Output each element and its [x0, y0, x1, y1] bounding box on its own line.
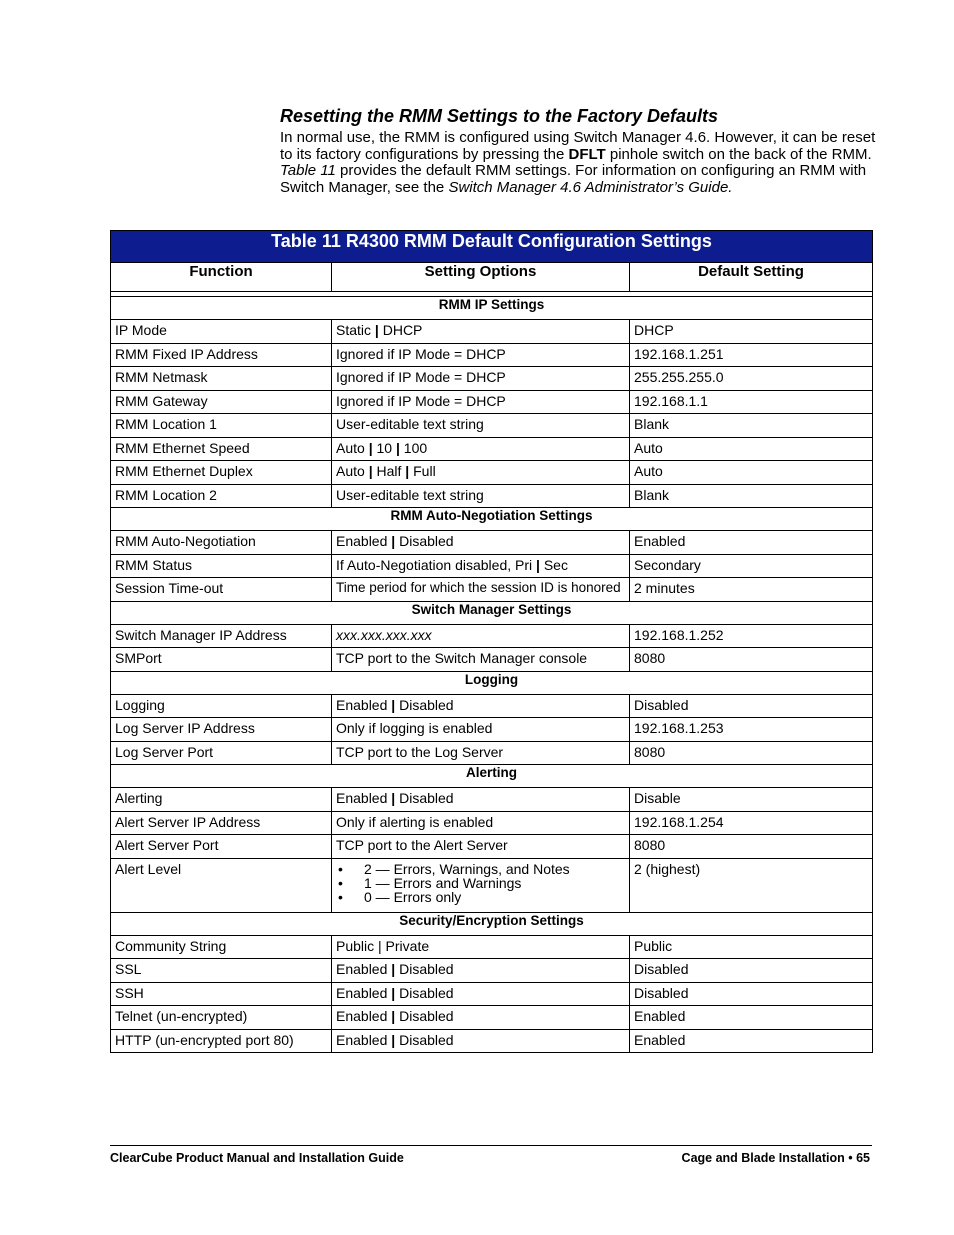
function-cell: RMM Gateway	[111, 390, 332, 414]
section-heading: Resetting the RMM Settings to the Factory Defaults	[280, 106, 719, 126]
table-row	[111, 414, 873, 438]
dflt-switch-label: DFLT	[568, 145, 606, 163]
default-setting-cell: Disabled	[630, 694, 873, 718]
setting-options-cell	[332, 414, 630, 438]
default-setting-cell: 192.168.1.1	[630, 390, 873, 414]
option-value: Static	[336, 322, 372, 338]
table-row	[111, 624, 873, 648]
default-setting-cell: Auto	[630, 461, 873, 485]
table-row	[111, 437, 873, 461]
function-cell: SSL	[111, 959, 332, 983]
option-value: Disabled	[399, 1031, 454, 1048]
section-title: Alerting	[111, 765, 873, 788]
function-cell: RMM Netmask	[111, 367, 332, 391]
table-row	[111, 718, 873, 742]
guide-reference: Switch Manager 4.6 Administrator’s Guide.	[448, 179, 733, 197]
option-value: Enabled	[336, 961, 388, 977]
table-row	[111, 935, 873, 959]
table-row	[111, 741, 873, 765]
intro-text-1: In normal use, the RMM is configured using Switch Manager 4.6. However, it can be reset to its factory configurations by pressing the	[280, 129, 876, 163]
setting-options-cell	[332, 390, 630, 414]
setting-options-cell	[332, 648, 630, 672]
option-separator: |	[371, 322, 383, 338]
setting-options-cell	[332, 624, 630, 648]
option-value: Disabled	[399, 984, 454, 1001]
option-separator: |	[401, 463, 414, 479]
function-cell: Log Server IP Address	[111, 718, 332, 742]
default-setting-cell: 255.255.255.0	[630, 367, 873, 391]
option-value: Full	[413, 463, 436, 479]
function-cell: RMM Ethernet Duplex	[111, 461, 332, 485]
table-row	[111, 343, 873, 367]
function-cell: Alert Server IP Address	[111, 811, 332, 835]
setting-options-cell	[332, 367, 630, 391]
section-title: RMM IP Settings	[111, 297, 873, 320]
function-cell: Telnet (un-encrypted)	[111, 1006, 332, 1030]
table-row	[111, 461, 873, 485]
option-value: TCP port to the Log Server	[336, 743, 504, 760]
option-value: Public | Private	[336, 937, 430, 954]
setting-options-cell	[332, 858, 630, 912]
section-title: Security/Encryption Settings	[111, 912, 873, 935]
table-row	[111, 1006, 873, 1030]
option-value: Time period for which the session ID is honored	[336, 580, 621, 595]
function-cell: RMM Ethernet Speed	[111, 437, 332, 461]
setting-options-cell	[332, 484, 630, 508]
table-row	[111, 578, 873, 602]
section-title: Logging	[111, 671, 873, 694]
function-cell: Alerting	[111, 788, 332, 812]
default-setting-cell: Disabled	[630, 959, 873, 983]
table-body	[111, 297, 873, 1053]
option-value: TCP port to the Switch Manager console	[336, 650, 588, 666]
table-row	[111, 694, 873, 718]
function-cell: SSH	[111, 982, 332, 1006]
table-row	[111, 959, 873, 983]
option-value: Disabled	[399, 1008, 454, 1024]
function-cell: Logging	[111, 694, 332, 718]
table-row	[111, 531, 873, 555]
option-separator: |	[387, 961, 400, 977]
option-bullet: • 1 — Errors and Warnings	[336, 876, 625, 890]
default-setting-cell: Blank	[630, 484, 873, 508]
option-bullet-list	[336, 859, 625, 904]
default-setting-cell: 8080	[630, 648, 873, 672]
option-bullet: • 0 — Errors only	[336, 890, 625, 904]
intro-text-2: pinhole switch on the back of the RMM.	[605, 145, 872, 163]
setting-options-cell	[332, 554, 630, 578]
default-setting-cell: Enabled	[630, 531, 873, 555]
section-header-row	[111, 765, 873, 788]
option-bullet: • 2 — Errors, Warnings, and Notes	[336, 862, 625, 876]
function-cell: RMM Status	[111, 554, 332, 578]
default-setting-cell: Auto	[630, 437, 873, 461]
option-value: Ignored if IP Mode = DHCP	[336, 392, 506, 409]
section-header-row	[111, 671, 873, 694]
option-value: Enabled	[336, 696, 388, 713]
setting-options-cell	[332, 320, 630, 344]
function-cell: Log Server Port	[111, 741, 332, 765]
option-separator: |	[387, 790, 400, 806]
function-cell: Session Time-out	[111, 578, 332, 602]
setting-options-cell	[332, 835, 630, 859]
option-separator: |	[387, 984, 400, 1001]
option-separator: |	[392, 439, 404, 456]
option-separator: |	[387, 1031, 400, 1048]
table-row	[111, 982, 873, 1006]
section-header-row	[111, 508, 873, 531]
default-setting-cell: Enabled	[630, 1006, 873, 1030]
default-setting-cell: 2 minutes	[630, 578, 873, 602]
default-setting-cell: 8080	[630, 741, 873, 765]
option-separator: |	[364, 463, 377, 479]
setting-options-cell	[332, 982, 630, 1006]
table-row	[111, 390, 873, 414]
table-row	[111, 835, 873, 859]
default-setting-cell: Enabled	[630, 1029, 873, 1053]
header-function: Function	[111, 263, 332, 292]
option-value: Only if logging is enabled	[336, 720, 493, 736]
option-value: Ignored if IP Mode = DHCP	[336, 345, 506, 362]
table-title: Table 11 R4300 RMM Default Configuration Settings	[111, 231, 873, 263]
option-value: Auto	[336, 439, 365, 456]
setting-options-cell	[332, 1029, 630, 1053]
footer-page-label: Cage and Blade Installation • 65	[681, 1151, 870, 1165]
option-value: User-editable text string	[336, 416, 484, 432]
function-cell: Switch Manager IP Address	[111, 624, 332, 648]
setting-options-cell	[332, 935, 630, 959]
setting-options-cell	[332, 578, 630, 602]
table-row	[111, 788, 873, 812]
table-header-row	[111, 263, 873, 292]
option-value: Only if alerting is enabled	[336, 813, 494, 830]
table-row	[111, 811, 873, 835]
option-value: Ignored if IP Mode = DHCP	[336, 369, 506, 385]
header-default-setting: Default Setting	[630, 263, 873, 292]
footer-manual-title: ClearCube Product Manual and Installation Guide	[110, 1151, 404, 1165]
option-value: 100	[403, 439, 428, 456]
table-title-row	[111, 231, 873, 263]
intro-text-3: provides the default RMM settings. For information on configuring an RMM with Switch Manager, see the	[280, 162, 867, 197]
table-row	[111, 320, 873, 344]
default-setting-cell: Public	[630, 935, 873, 959]
section-header-row	[111, 912, 873, 935]
option-separator: |	[532, 556, 544, 573]
intro-paragraph	[280, 130, 880, 197]
default-setting-cell: Secondary	[630, 554, 873, 578]
option-value: Sec	[543, 556, 568, 573]
section-header-row	[111, 601, 873, 624]
function-cell: RMM Location 2	[111, 484, 332, 508]
setting-options-cell	[332, 741, 630, 765]
option-value: Disabled	[399, 961, 454, 977]
setting-options-cell	[332, 811, 630, 835]
option-value: xxx.xxx.xxx.xxx	[336, 626, 432, 643]
table-row	[111, 367, 873, 391]
setting-options-cell	[332, 461, 630, 485]
table-row	[111, 554, 873, 578]
function-cell: IP Mode	[111, 320, 332, 344]
option-separator: |	[387, 533, 400, 549]
setting-options-cell	[332, 437, 630, 461]
section-title: Switch Manager Settings	[111, 601, 873, 624]
option-value: Half	[376, 463, 402, 479]
option-value: Disabled	[399, 696, 454, 713]
option-separator: |	[387, 1008, 400, 1024]
option-value: DHCP	[382, 322, 423, 338]
setting-options-cell	[332, 1006, 630, 1030]
option-value: Enabled	[336, 984, 388, 1001]
option-value: Enabled	[336, 790, 388, 806]
option-value: If Auto-Negotiation disabled, Pri	[336, 556, 533, 573]
option-value: 10	[376, 439, 393, 456]
setting-options-cell	[332, 343, 630, 367]
header-setting-options: Setting Options	[332, 263, 630, 292]
option-value: Enabled	[336, 1008, 388, 1024]
function-cell: HTTP (un-encrypted port 80)	[111, 1029, 332, 1053]
config-settings-table	[110, 230, 873, 1053]
default-setting-cell: 2 (highest)	[630, 858, 873, 912]
table-row	[111, 484, 873, 508]
footer-divider	[110, 1145, 872, 1146]
setting-options-cell	[332, 718, 630, 742]
option-value: Disabled	[399, 533, 454, 549]
default-setting-cell: DHCP	[630, 320, 873, 344]
default-setting-cell: 8080	[630, 835, 873, 859]
table-reference: Table 11	[280, 162, 336, 180]
option-value: TCP port to the Alert Server	[336, 837, 508, 853]
default-setting-cell: 192.168.1.252	[630, 624, 873, 648]
table-row	[111, 858, 873, 912]
section-title: RMM Auto-Negotiation Settings	[111, 508, 873, 531]
default-setting-cell: Disable	[630, 788, 873, 812]
function-cell: RMM Auto-Negotiation	[111, 531, 332, 555]
function-cell: Community String	[111, 935, 332, 959]
default-setting-cell: Disabled	[630, 982, 873, 1006]
default-setting-cell: 192.168.1.254	[630, 811, 873, 835]
function-cell: SMPort	[111, 648, 332, 672]
default-setting-cell: 192.168.1.253	[630, 718, 873, 742]
function-cell: RMM Location 1	[111, 414, 332, 438]
option-value: Auto	[336, 463, 365, 479]
option-separator: |	[387, 696, 400, 713]
setting-options-cell	[332, 531, 630, 555]
option-value: Enabled	[336, 1031, 388, 1048]
option-separator: |	[364, 439, 377, 456]
table-row	[111, 1029, 873, 1053]
option-value: Enabled	[336, 533, 388, 549]
function-cell: Alert Server Port	[111, 835, 332, 859]
function-cell: RMM Fixed IP Address	[111, 343, 332, 367]
function-cell: Alert Level	[111, 858, 332, 912]
option-value: Disabled	[399, 790, 454, 806]
default-setting-cell: Blank	[630, 414, 873, 438]
section-header-row	[111, 297, 873, 320]
option-value: User-editable text string	[336, 486, 484, 503]
table-row	[111, 648, 873, 672]
setting-options-cell	[332, 959, 630, 983]
default-setting-cell: 192.168.1.251	[630, 343, 873, 367]
setting-options-cell	[332, 694, 630, 718]
setting-options-cell	[332, 788, 630, 812]
